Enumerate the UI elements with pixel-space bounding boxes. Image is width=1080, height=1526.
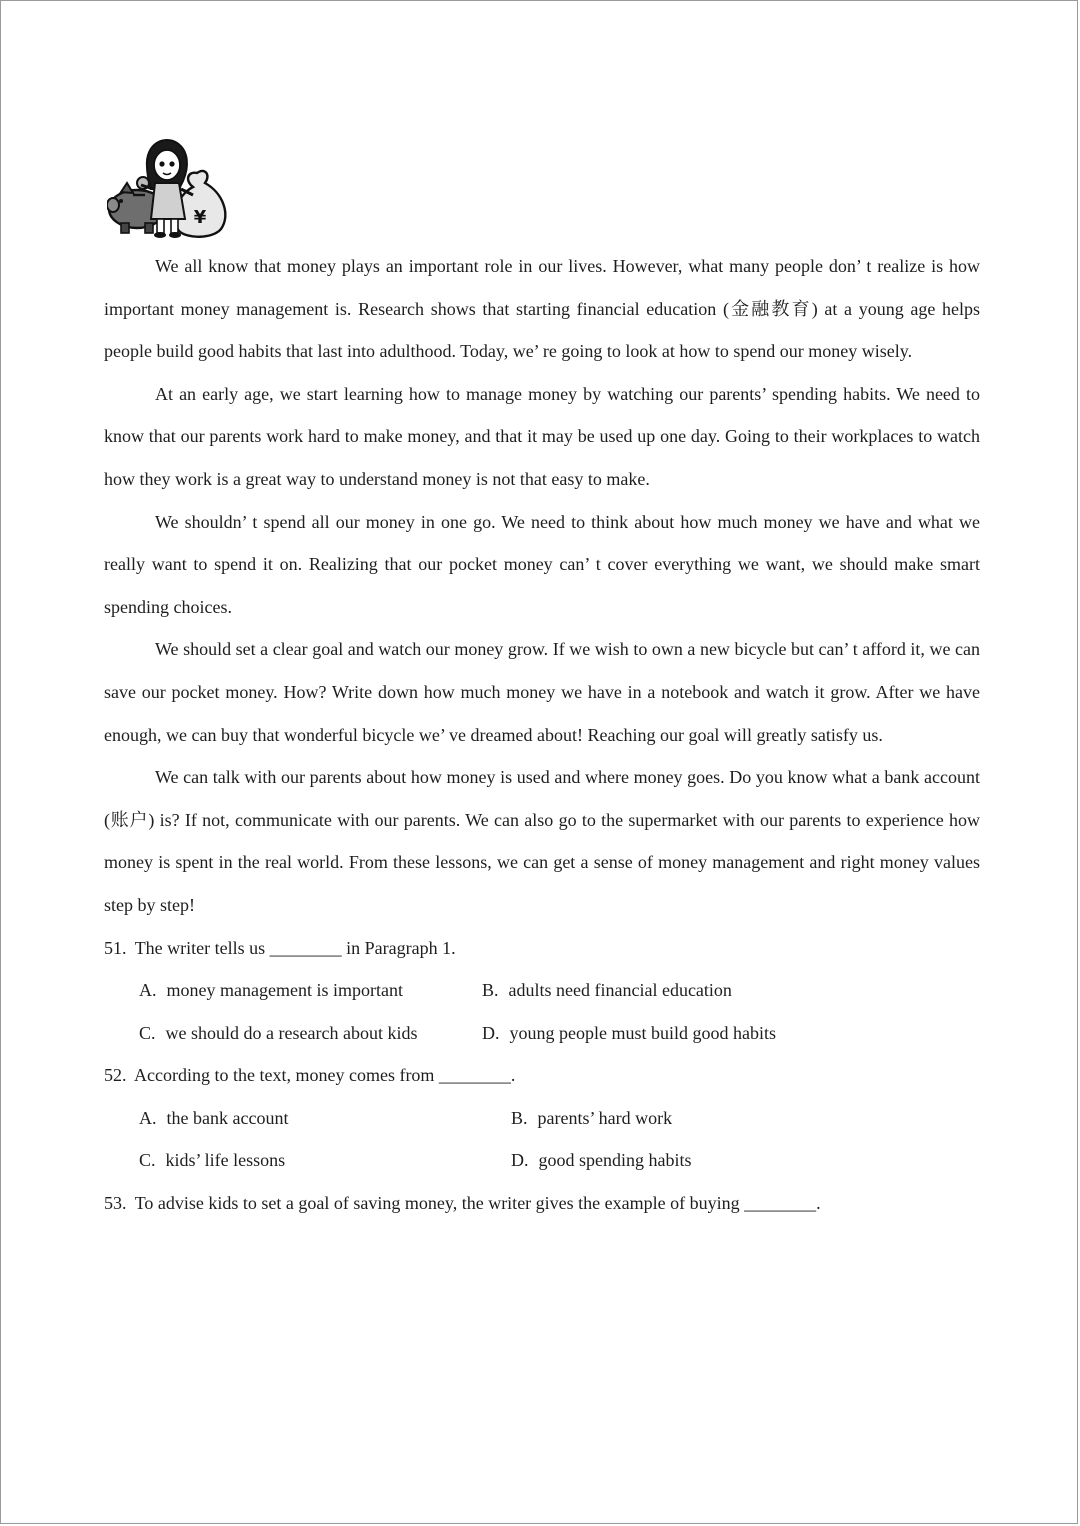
passage-paragraph-4: We should set a clear goal and watch our money grow. If we wish to own a new bicycle but can’ t afford it, we can save our pocket money. How? Write down how much money we have in a notebook and watch it grow. After we have enough, we can buy that wonderful bicycle we’ ve dreamed about! Reaching our goal will greatly satisfy us. — [104, 639, 980, 745]
question-51-options — [104, 969, 980, 1054]
question-stem: The writer tells us ________ in Paragraph 1. — [134, 937, 456, 958]
option-52-a[interactable] — [139, 1097, 511, 1140]
option-52-b[interactable] — [511, 1097, 980, 1140]
passage-paragraph-2: At an early age, we start learning how to manage money by watching our parents’ spending habits. We need to know that our parents work hard to make money, and that it may be used up one day. Going to their workplaces to watch how they work is a great way to understand money is not that easy to make. — [104, 383, 980, 489]
passage-paragraph-3: We shouldn’ t spend all our money in one go. We need to think about how much money we have and what we really want to spend it on. Realizing that our pocket money can’ t cover everything we want, we should make smart spending choices. — [104, 511, 980, 617]
option-letter: C. — [139, 1150, 156, 1171]
option-51-a[interactable] — [139, 969, 482, 1012]
question-number: 51. — [104, 937, 127, 958]
option-letter: C. — [139, 1022, 156, 1043]
option-text: young people must build good habits — [509, 1022, 776, 1043]
question-52 — [104, 1054, 980, 1097]
option-letter: D. — [511, 1150, 529, 1171]
girl-with-piggy-bank-icon — [107, 137, 231, 241]
option-text: money management is important — [166, 980, 403, 1001]
option-text: adults need financial education — [508, 980, 732, 1001]
question-51 — [104, 927, 980, 970]
question-53 — [104, 1182, 980, 1225]
option-text: the bank account — [166, 1107, 289, 1128]
option-text: kids’ life lessons — [165, 1150, 286, 1171]
option-letter: A. — [139, 1107, 157, 1128]
passage-paragraph-1: We all know that money plays an important role in our lives. However, what many people don’ t realize is how important money management is. Research shows that starting financial education (金融教育) at a young age helps people build good habits that last into adulthood. Today, we’ re going to look at how to spend our money wisely. — [104, 256, 980, 362]
option-52-c[interactable] — [139, 1139, 511, 1182]
passage-paragraph-5: We can talk with our parents about how money is used and where money goes. Do you know what a bank account (账户) is? If not, communicate with our parents. We can also go to the supermarket with our parents to experience how money is spent in the real world. From these lessons, we can get a sense of money management and right money values step by step! — [104, 767, 980, 915]
option-text: we should do a research about kids — [165, 1022, 418, 1043]
option-text: parents’ hard work — [537, 1107, 673, 1128]
girl-dress — [151, 183, 185, 219]
question-52-options — [104, 1097, 980, 1182]
question-stem: According to the text, money comes from ________. — [134, 1065, 516, 1086]
girl-face — [154, 150, 180, 180]
question-stem: To advise kids to set a goal of saving money, the writer gives the example of buying ________. — [134, 1193, 821, 1214]
option-letter: A. — [139, 980, 157, 1001]
option-text: good spending habits — [538, 1150, 692, 1171]
illustration-drawing — [107, 137, 231, 241]
option-51-d[interactable] — [482, 1012, 980, 1055]
option-51-b[interactable] — [482, 969, 980, 1012]
option-letter: D. — [482, 1022, 500, 1043]
option-52-d[interactable] — [511, 1139, 980, 1182]
option-letter: B. — [482, 980, 499, 1001]
question-number: 53. — [104, 1193, 127, 1214]
yen-sign: ¥ — [193, 207, 207, 228]
option-letter: B. — [511, 1107, 528, 1128]
question-number: 52. — [104, 1065, 127, 1086]
option-51-c[interactable] — [139, 1012, 482, 1055]
worksheet-content — [104, 245, 980, 1225]
